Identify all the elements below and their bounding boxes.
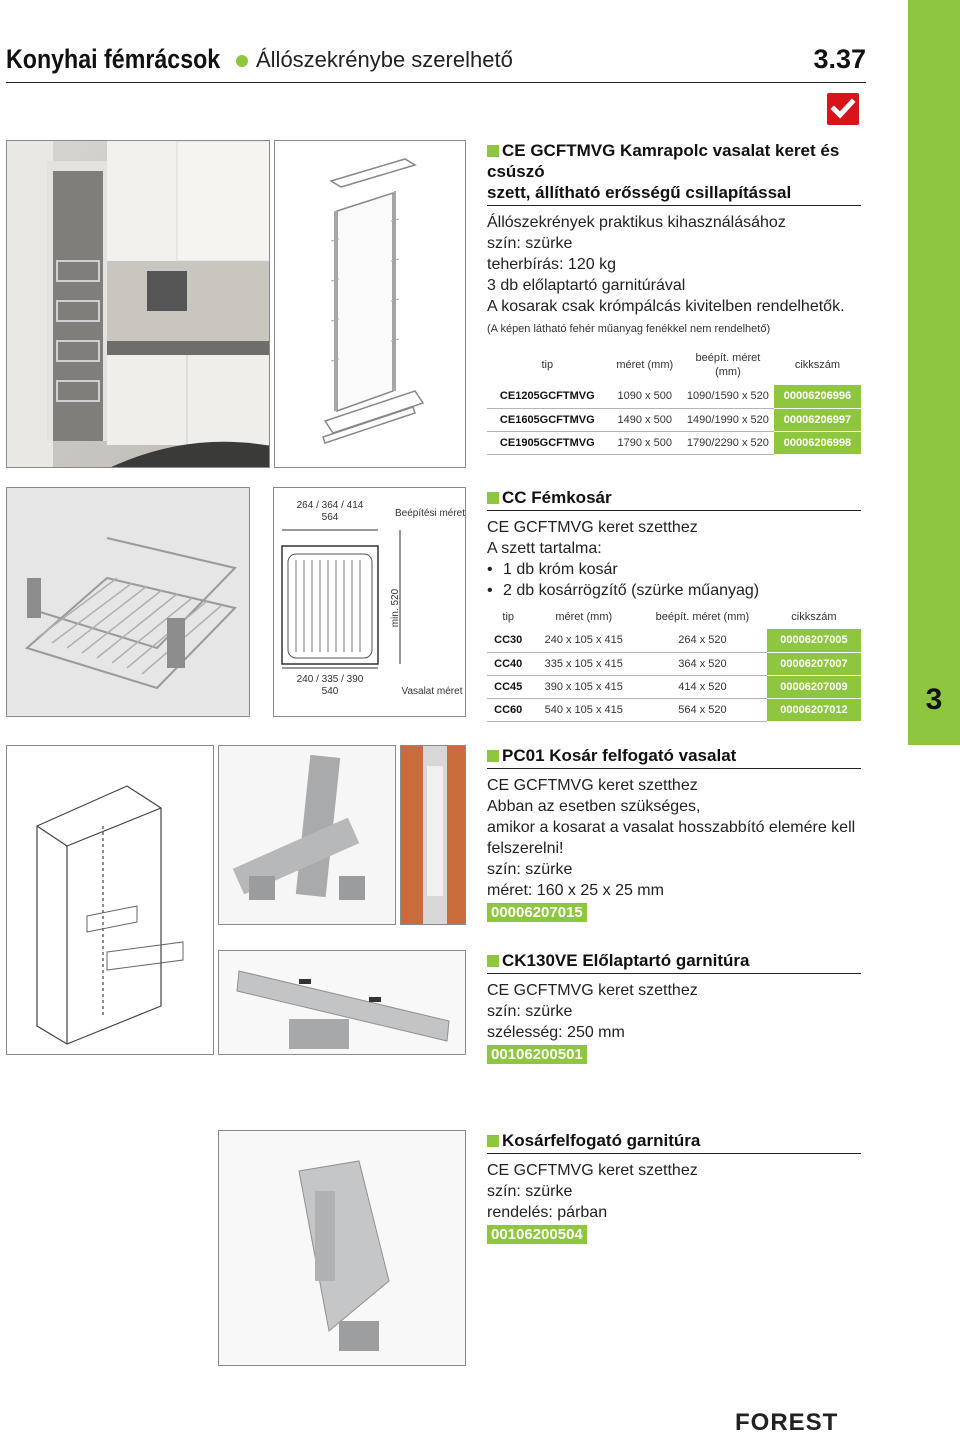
contents-line: A szett tartalma:	[487, 540, 602, 557]
hardware-size-label: Vasalat méret	[401, 686, 463, 697]
col-header: tip	[541, 359, 554, 371]
table-row: CC45 390 x 105 x 415 414 x 520 00006207009	[487, 675, 861, 698]
bullet-square-icon	[487, 955, 499, 967]
width-line: szélesség: 250 mm	[487, 1024, 625, 1041]
compat-line: CE GCFTMVG keret szetthez	[487, 777, 698, 794]
color-line: szín: szürke	[487, 1003, 573, 1020]
header-divider	[6, 82, 866, 83]
forest-logo	[735, 1409, 861, 1437]
section-pc01	[487, 745, 861, 922]
section-fem-kosar	[487, 487, 861, 722]
table-row: CE1605GCFTMVG 1490 x 500 1490/1990 x 520 00006206997	[487, 408, 861, 431]
table-row: CC40 335 x 105 x 415 364 x 520 00006207007	[487, 652, 861, 675]
col-header: beépít. méret (mm)	[695, 352, 761, 378]
col-header: tip	[502, 611, 515, 623]
bullet-item: • 2 db kosárrögzítő (szürke műanyag)	[487, 580, 861, 601]
table-row: CE1905GCFTMVG 1790 x 500 1790/2290 x 520 00006206998	[487, 431, 861, 454]
col-header: méret (mm)	[616, 359, 674, 371]
kitchen-photo	[6, 140, 270, 468]
page-title: Konyhai fémrácsok	[6, 44, 221, 74]
bullet-square-icon	[487, 750, 499, 762]
section-kosarfelfogato	[487, 1130, 861, 1244]
compat-line: CE GCFTMVG keret szetthez	[487, 519, 698, 536]
col-header: cikkszám	[794, 359, 841, 371]
product-code: 00106200501	[487, 1045, 587, 1064]
page-subtitle: Állószekrénybe szerelhető	[256, 47, 513, 72]
pc01-photo	[218, 745, 396, 925]
chapter-number: 3	[925, 683, 943, 716]
basket-clip-photo	[218, 1130, 466, 1366]
compat-line: CE GCFTMVG keret szetthez	[487, 982, 698, 999]
info-line: felszerelni!	[487, 840, 564, 857]
section-ck130ve	[487, 950, 861, 1064]
color-line: szín: szürke	[487, 861, 573, 878]
basket-note-line: A kosarak csak krómpálcás kivitelben rendelhetők.	[487, 298, 845, 315]
order-line: rendelés: párban	[487, 1204, 608, 1221]
color-line: szín: szürke	[487, 235, 573, 252]
bullet-item: • 1 db króm kosár	[487, 559, 861, 580]
table-row: CC30 240 x 105 x 415 264 x 520 00006207005	[487, 629, 861, 652]
pantry-frame-drawing	[274, 140, 466, 468]
info-line: amikor a kosarat a vasalat hosszabbító elemére kell	[487, 819, 856, 836]
bottom-dims-label: 240 / 335 / 390	[296, 674, 364, 685]
color-line: szín: szürke	[487, 1183, 573, 1200]
top-dims-label-2: 564	[321, 512, 339, 523]
info-line: Abban az esetben szükséges,	[487, 798, 701, 815]
col-header: cikkszám	[791, 611, 837, 623]
compat-line: CE GCFTMVG keret szetthez	[487, 1162, 698, 1179]
bottom-dims-label-2: 540	[321, 686, 339, 697]
load-line: teherbírás: 120 kg	[487, 256, 616, 273]
front-holder-line: 3 db előlaptartó garnitúrával	[487, 277, 686, 294]
bullet-square-icon	[487, 145, 499, 157]
install-size-label: Beépítési méret	[394, 508, 466, 519]
image-note: (A képen látható fehér műanyag fenékkel nem rendelhető)	[487, 323, 771, 335]
description-line: Állószekrények praktikus kihasználásához	[487, 214, 786, 231]
section-title: CK130VE Előlaptartó garnitúra	[487, 950, 861, 974]
bullet-square-icon	[487, 492, 499, 504]
chapter-tab	[908, 0, 960, 745]
page-number: 3.37	[813, 44, 866, 74]
ck130ve-photo	[218, 950, 466, 1055]
bullet-square-icon	[487, 1135, 499, 1147]
top-dims-label: 264 / 364 / 414	[296, 500, 364, 511]
section-title: Kosárfelfogató garnitúra	[487, 1130, 861, 1154]
logo-text: FOREST	[735, 1409, 839, 1436]
spec-table	[487, 605, 861, 722]
check-icon	[827, 93, 859, 125]
product-code: 00106200504	[487, 1225, 587, 1244]
mounted-holder-photo	[400, 745, 466, 925]
section-kamrapolc	[487, 140, 861, 455]
spec-table	[487, 345, 861, 455]
cabinet-drawing	[6, 745, 214, 1055]
col-header: méret (mm)	[555, 611, 613, 623]
product-code: 00006207015	[487, 903, 587, 922]
col-header: beépít. méret (mm)	[655, 611, 750, 623]
table-row: CC60 540 x 105 x 415 564 x 520 00006207012	[487, 698, 861, 721]
table-row: CE1205GCFTMVG 1090 x 500 1090/1590 x 520 00006206996	[487, 385, 861, 408]
title-separator-dot	[236, 55, 248, 67]
section-title: PC01 Kosár felfogató vasalat	[487, 745, 861, 769]
section-title: CC Fémkosár	[487, 487, 861, 511]
size-line: méret: 160 x 25 x 25 mm	[487, 882, 664, 899]
min-depth-label: min. 520	[390, 588, 401, 628]
section-title: CE GCFTMVG Kamrapolc vasalat keret és csúszó szett, állítható erősségű csillapítással	[487, 140, 861, 206]
dimension-drawing	[273, 487, 466, 717]
basket-photo	[6, 487, 250, 717]
page-header	[6, 44, 866, 78]
